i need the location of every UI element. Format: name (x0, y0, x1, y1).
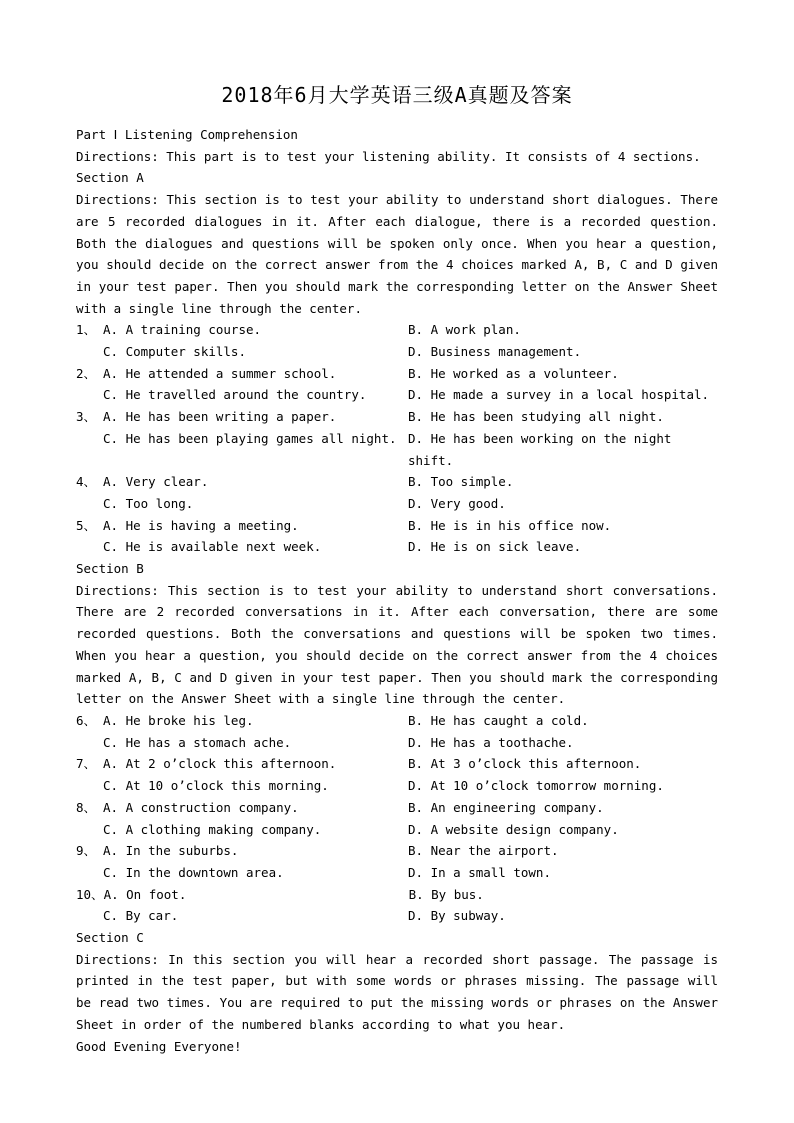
section-b-directions: Directions: This section is to test your ability to understand short conversations. There are 2 recorded conversations in it. After each conversation, there are some recorded questions. Both the conversations and questions will be spoken two times. When you hear a question, you should decide on the correct answer from the 4 choices marked A, B, C and D given in your test paper. Then you should mark the corresponding letter on the Answer Sheet with a single line through the center. (76, 582, 718, 707)
question-row (76, 775, 718, 797)
option-c: C. Too long. (103, 495, 194, 511)
option-d: D. He has been working on the night shift. (408, 430, 672, 468)
question-number: 3、 (76, 409, 97, 425)
question-number: 8、 (76, 799, 97, 815)
question-number: 4、 (76, 474, 97, 490)
option-a: A. A construction company. (103, 799, 299, 815)
question-row (76, 515, 718, 537)
section-c-heading: Section C (76, 930, 144, 946)
option-c: C. He is available next week. (103, 539, 322, 555)
question-row (76, 319, 718, 341)
question-row (76, 341, 718, 363)
option-b: B. He is in his office now. (408, 517, 612, 533)
option-d: D. Business management. (408, 344, 582, 360)
passage-opening-line: Good Evening Everyone! (76, 1038, 242, 1054)
question-number: 1、 (76, 322, 97, 338)
question-number (76, 775, 103, 797)
option-d: D. By subway. (408, 908, 506, 924)
question-row (76, 797, 718, 819)
question-row (76, 862, 718, 884)
option-c: C. In the downtown area. (103, 864, 284, 880)
question-row (76, 471, 718, 493)
option-b: B. A work plan. (408, 322, 521, 338)
question-number: 5、 (76, 517, 97, 533)
question-row (76, 710, 718, 732)
question-number: 10、 (76, 886, 104, 902)
option-b: B. At 3 o’clock this afternoon. (408, 756, 642, 772)
option-b: B. An engineering company. (408, 799, 604, 815)
section-a-heading: Section A (76, 170, 144, 186)
question-number (76, 862, 103, 884)
option-b: B. Near the airport. (408, 843, 559, 859)
option-a: A. At 2 o’clock this afternoon. (103, 756, 337, 772)
option-c: C. He travelled around the country. (103, 387, 367, 403)
question-row (76, 536, 718, 558)
question-row (76, 406, 718, 428)
option-c: C. He has been playing games all night. (103, 430, 397, 446)
question-number: 6、 (76, 712, 97, 728)
question-number (76, 384, 103, 406)
option-a: A. Very clear. (103, 474, 209, 490)
option-d: D. He made a survey in a local hospital. (408, 387, 710, 403)
question-row (76, 753, 718, 775)
question-number (76, 732, 103, 754)
question-number: 9、 (76, 843, 97, 859)
question-number: 2、 (76, 365, 97, 381)
option-c: C. A clothing making company. (103, 821, 322, 837)
option-a: A. On foot. (103, 886, 187, 902)
option-d: D. At 10 o’clock tomorrow morning. (408, 778, 664, 794)
section-a-directions: Directions: This section is to test your ability to understand short dialogues. There are 5 recorded dialogues in it. After each dialogue, there is a recorded question. Both the dialogues and questions will be spoken only once. When you hear a question, you should decide on the correct answer from the 4 choices marked A, B, C and D given in your test paper. Then you should mark the corresponding letter on the Answer Sheet with a single line through the center. (76, 192, 718, 316)
question-row (76, 732, 718, 754)
question-number (76, 341, 103, 363)
question-row (76, 363, 718, 385)
question-number (76, 536, 103, 558)
option-d: D. He has a toothache. (408, 734, 574, 750)
question-row (76, 384, 718, 406)
document-title: 2018年6月大学英语三级A真题及答案 (221, 83, 573, 107)
option-b: B. Too simple. (408, 474, 514, 490)
part-directions: Directions: This part is to test your listening ability. It consists of 4 sections. (76, 148, 701, 164)
question-number: 7、 (76, 756, 97, 772)
option-a: A. He has been writing a paper. (103, 409, 337, 425)
question-row (76, 428, 718, 471)
option-c: C. By car. (103, 908, 179, 924)
section-c-directions: Directions: In this section you will hear a recorded short passage. The passage is printed in the test paper, but with some words or phrases missing. The passage will be read two times. You are required to put the missing words or phrases on the Answer Sheet in order of the numbered blanks according to what you hear. (76, 951, 718, 1032)
option-a: A. He attended a summer school. (103, 365, 337, 381)
option-c: C. Computer skills. (103, 344, 246, 360)
question-row (76, 840, 718, 862)
question-row (76, 819, 718, 841)
option-b: B. He has caught a cold. (408, 712, 589, 728)
question-number (76, 428, 103, 471)
option-c: C. At 10 o’clock this morning. (103, 778, 329, 794)
option-a: A. He is having a meeting. (103, 517, 299, 533)
question-row (76, 884, 718, 906)
question-number (76, 905, 103, 927)
option-d: D. He is on sick leave. (408, 539, 582, 555)
option-a: A. He broke his leg. (103, 712, 254, 728)
option-d: D. Very good. (408, 495, 506, 511)
option-d: D. A website design company. (408, 821, 619, 837)
option-b: B. By bus. (408, 886, 484, 902)
part-heading: Part Ⅰ Listening Comprehension (76, 127, 298, 142)
option-b: B. He worked as a volunteer. (408, 365, 619, 381)
option-c: C. He has a stomach ache. (103, 734, 292, 750)
option-a: A. In the suburbs. (103, 843, 239, 859)
question-row (76, 493, 718, 515)
question-number (76, 819, 103, 841)
question-number (76, 493, 103, 515)
option-a: A. A training course. (103, 322, 262, 338)
section-b-heading: Section B (76, 561, 144, 577)
option-b: B. He has been studying all night. (408, 409, 664, 425)
question-row (76, 905, 718, 927)
option-d: D. In a small town. (408, 864, 551, 880)
